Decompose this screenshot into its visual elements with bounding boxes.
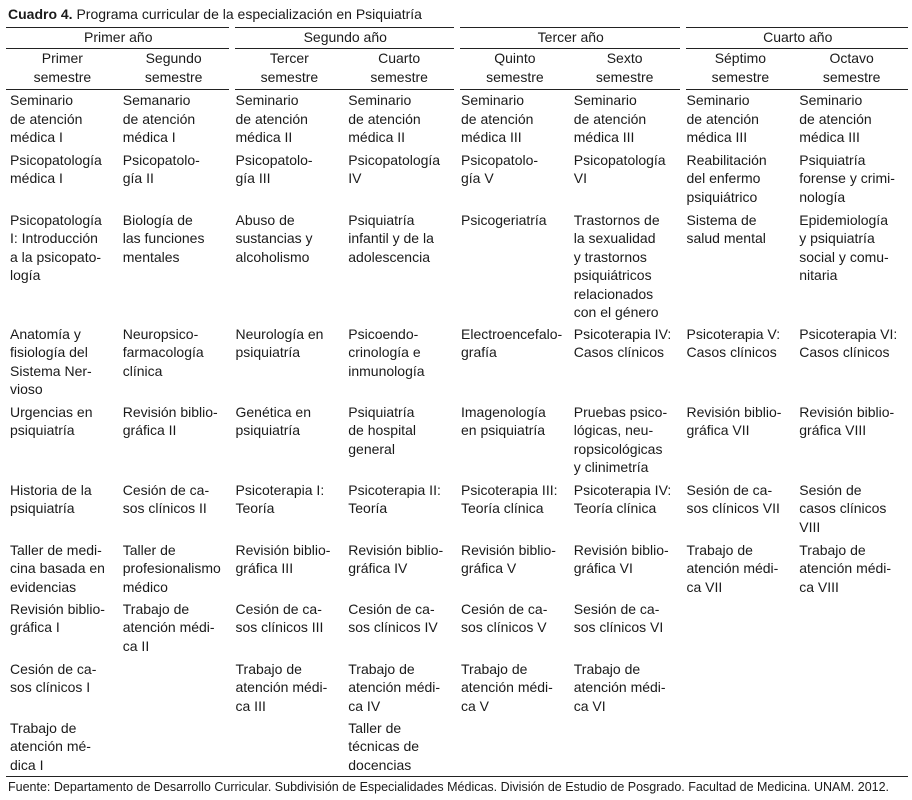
course-cell: Revisión biblio- gráfica V bbox=[461, 541, 556, 576]
course-cell: Taller de profesionalismo médico bbox=[122, 541, 221, 595]
table-row bbox=[6, 402, 908, 480]
course-cell: Urgencias en psiquiatría bbox=[10, 403, 93, 438]
table-row bbox=[6, 480, 908, 540]
course-cell: Reabilitación del enfermo psiquiátrico bbox=[686, 151, 767, 205]
course-cell: Genética en psiquiatría bbox=[235, 403, 311, 438]
course-cell: Cesión de ca- sos clínicos II bbox=[122, 481, 210, 516]
course-cell: Seminario de atención médica II bbox=[348, 92, 421, 145]
course-cell: Revisión biblio- gráfica VIII bbox=[799, 403, 895, 438]
course-cell: Epidemiología y psiquiatría social y comu- nitaria bbox=[799, 211, 889, 283]
course-cell: Historia de la psiquiatría bbox=[10, 481, 92, 516]
course-cell: Trabajo de atención mé- dica I bbox=[6, 718, 119, 777]
table-row bbox=[6, 540, 908, 599]
course-cell: Semanario de atención médica I bbox=[122, 92, 196, 145]
semester-header: Octavo semestre bbox=[795, 49, 908, 90]
caption-label: Cuadro 4. bbox=[8, 6, 73, 22]
course-cell: Psicopatolo- gía II bbox=[122, 151, 200, 186]
course-cell: Revisión biblio- gráfica VII bbox=[686, 403, 782, 438]
course-cell: Psicoterapia V: Casos clínicos bbox=[686, 325, 781, 360]
course-cell: Psiquiatría infantil y de la adolescencia bbox=[348, 211, 434, 265]
course-cell bbox=[457, 718, 570, 777]
table-row bbox=[6, 90, 908, 150]
course-cell: Pruebas psico- lógicas, neu- ropsicológicas y clinimetría bbox=[573, 403, 668, 475]
course-cell bbox=[232, 718, 345, 777]
course-cell: Cesión de ca- sos clínicos IV bbox=[348, 600, 438, 635]
course-cell bbox=[683, 659, 796, 718]
course-cell: Trabajo de atención médi- ca VIII bbox=[799, 541, 892, 595]
course-cell: Taller de medi- cina basada en evidencias bbox=[10, 541, 105, 595]
course-cell: Revisión biblio- gráfica I bbox=[10, 600, 105, 635]
course-cell: Psicoterapia VI: Casos clínicos bbox=[799, 325, 898, 360]
course-cell: Psicoterapia I: Teoría bbox=[235, 481, 325, 516]
course-cell: Imagenología en psiquiatría bbox=[461, 403, 546, 438]
year-header: Primer año bbox=[6, 28, 232, 49]
course-cell: Revisión biblio- gráfica IV bbox=[348, 541, 444, 576]
course-cell: Trabajo de atención médi- ca V bbox=[461, 660, 553, 714]
course-cell: Trabajo de atención médi- ca IV bbox=[348, 660, 441, 714]
course-cell: Revisión biblio- gráfica VI bbox=[573, 541, 669, 576]
course-cell: Psicoterapia IV: Teoría clínica bbox=[573, 481, 672, 516]
course-cell: Cesión de ca- sos clínicos I bbox=[10, 660, 97, 695]
course-cell bbox=[119, 659, 232, 718]
course-cell: Electroencefalo- grafía bbox=[461, 325, 563, 360]
course-cell: Psicoendo- crinología e inmunología bbox=[348, 325, 425, 379]
curriculum-table bbox=[6, 27, 908, 777]
semester-header-row bbox=[6, 49, 908, 90]
year-header: Segundo año bbox=[232, 28, 458, 49]
course-cell bbox=[683, 599, 796, 659]
course-cell bbox=[119, 718, 232, 777]
course-cell: Trabajo de atención médi- ca VII bbox=[686, 541, 779, 595]
course-cell: Psicoterapia IV: Casos clínicos bbox=[573, 325, 672, 360]
semester-header: Sexto semestre bbox=[570, 49, 683, 90]
course-cell: Psicopatolo- gía V bbox=[461, 151, 539, 186]
table-row bbox=[6, 324, 908, 402]
course-cell bbox=[683, 718, 796, 777]
table-source-note: Fuente: Departamento de Desarrollo Curricular. Subdivisión de Especialidades Médicas. División de Estudio de Posgrado. Facultad de Medicina. UNAM. 2012. bbox=[8, 780, 890, 794]
year-header: Cuarto año bbox=[683, 28, 909, 49]
semester-header: Cuarto semestre bbox=[344, 49, 457, 90]
course-cell: Trabajo de atención médi- ca VI bbox=[573, 660, 666, 714]
course-cell: Psicopatología IV bbox=[348, 151, 441, 186]
course-cell: Trastornos de la sexualidad y trastornos psiquiátricos relacionados con el género bbox=[573, 211, 660, 320]
course-cell: Psicopatología médica I bbox=[10, 151, 102, 186]
course-cell: Cesión de ca- sos clínicos V bbox=[461, 600, 548, 635]
year-header-row bbox=[6, 28, 908, 49]
course-cell: Sistema de salud mental bbox=[686, 211, 766, 246]
course-cell bbox=[795, 718, 908, 777]
table-caption bbox=[8, 4, 908, 24]
course-rows bbox=[6, 90, 908, 777]
course-cell: Psicogeriatría bbox=[461, 211, 547, 228]
course-cell: Psiquiatría de hospital general bbox=[348, 403, 416, 457]
course-cell: Biología de las funciones mentales bbox=[122, 211, 205, 265]
course-cell: Psiquiatría forense y crimi- nología bbox=[799, 151, 895, 205]
course-cell: Neurología en psiquiatría bbox=[235, 325, 324, 360]
course-cell: Seminario de atención médica III bbox=[686, 92, 759, 145]
table-row bbox=[6, 599, 908, 659]
course-cell: Abuso de sustancias y alcoholismo bbox=[235, 211, 313, 265]
course-cell: Neuropsico- farmacología clínica bbox=[122, 325, 204, 379]
course-cell: Cesión de ca- sos clínicos III bbox=[235, 600, 324, 635]
course-cell bbox=[570, 718, 683, 777]
course-cell: Trabajo de atención médi- ca III bbox=[235, 660, 328, 714]
course-cell: Anatomía y fisiología del Sistema Ner- vioso bbox=[10, 325, 92, 397]
course-cell bbox=[795, 659, 908, 718]
course-cell: Revisión biblio- gráfica II bbox=[122, 403, 218, 438]
course-cell: Sesión de ca- sos clínicos VI bbox=[573, 600, 664, 635]
course-cell: Trabajo de atención médi- ca II bbox=[122, 600, 215, 654]
course-cell bbox=[795, 599, 908, 659]
course-cell: Seminario de atención médica I bbox=[10, 92, 83, 145]
year-header: Tercer año bbox=[457, 28, 683, 49]
semester-header: Segundo semestre bbox=[119, 49, 232, 90]
table-row bbox=[6, 718, 908, 777]
semester-header: Tercer semestre bbox=[232, 49, 345, 90]
course-cell: Seminario de atención médica III bbox=[799, 92, 872, 145]
course-cell: Psicoterapia II: Teoría bbox=[348, 481, 441, 516]
course-cell: Seminario de atención médica III bbox=[461, 92, 534, 145]
course-cell: Psicopatología VI bbox=[573, 151, 666, 186]
table-row bbox=[6, 150, 908, 210]
course-cell: Taller de técnicas de docencias bbox=[344, 718, 457, 777]
semester-header: Séptimo semestre bbox=[683, 49, 796, 90]
course-cell: Psicopatología I: Introducción a la psicopato- logía bbox=[10, 211, 102, 283]
table-row bbox=[6, 210, 908, 324]
table-row bbox=[6, 659, 908, 718]
course-cell: Revisión biblio- gráfica III bbox=[235, 541, 331, 576]
course-cell: Seminario de atención médica III bbox=[573, 92, 647, 145]
semester-header: Quinto semestre bbox=[457, 49, 570, 90]
course-cell: Psicoterapia III: Teoría clínica bbox=[461, 481, 558, 516]
semester-header: Primer semestre bbox=[6, 49, 119, 90]
course-cell: Sesión de ca- sos clínicos VII bbox=[686, 481, 780, 516]
course-cell: Sesión de casos clínicos VIII bbox=[799, 481, 887, 535]
course-cell: Psicopatolo- gía III bbox=[235, 151, 313, 186]
caption-text: Programa curricular de la especialización en Psiquiatría bbox=[76, 6, 422, 22]
course-cell: Seminario de atención médica II bbox=[235, 92, 308, 145]
